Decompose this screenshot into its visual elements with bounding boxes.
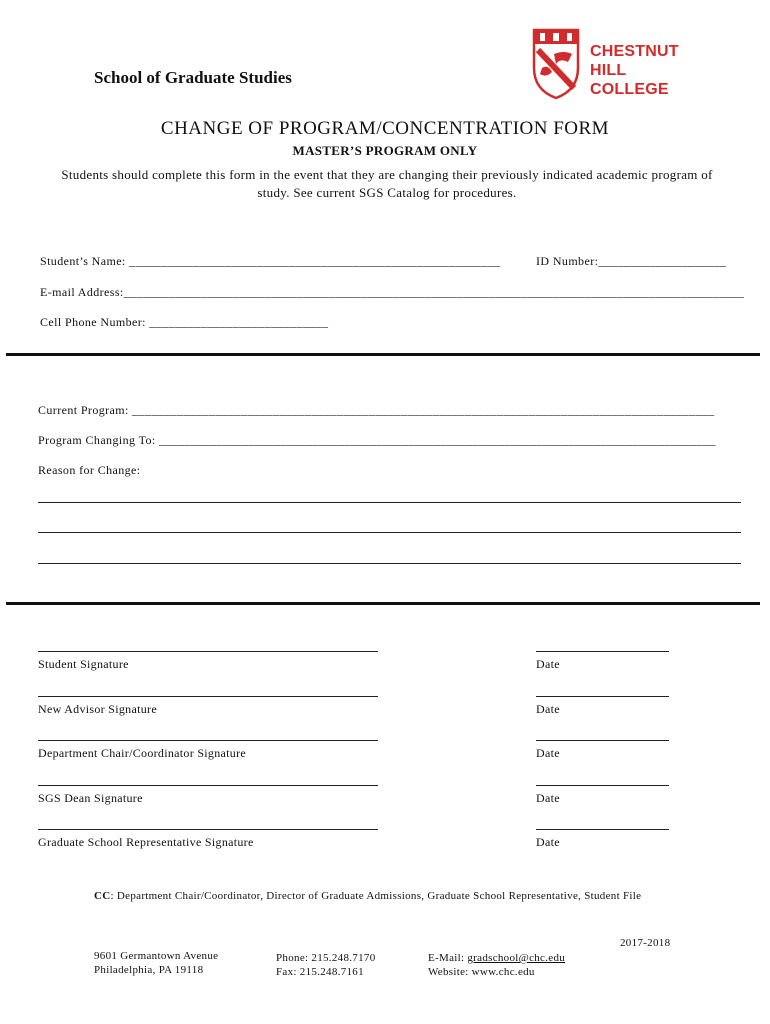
cc-note xyxy=(94,889,641,903)
current-program-field[interactable]: Current Program: ___________________________________________________________________________________________ xyxy=(38,403,715,417)
instructions-line: Students should complete this form in the event that they are changing their previously indicated academic program of xyxy=(61,167,713,182)
signature-line[interactable] xyxy=(38,740,378,741)
cell-phone-field[interactable]: Cell Phone Number: ____________________________ xyxy=(40,315,329,329)
date-label: Date xyxy=(536,791,560,805)
date-line[interactable] xyxy=(536,740,669,741)
signature-label: Department Chair/Coordinator Signature xyxy=(38,746,247,760)
date-line[interactable] xyxy=(536,651,669,652)
address-line: 9601 Germantown Avenue xyxy=(94,950,219,962)
email-field[interactable]: E-mail Address:_________________________________________________________________________________________________ xyxy=(40,285,745,299)
form-year: 2017-2018 xyxy=(620,937,671,949)
logo-line: CHESTNUT xyxy=(590,43,679,60)
reason-line[interactable] xyxy=(38,502,741,503)
fax-number: Fax: 215.248.7161 xyxy=(276,966,364,978)
cc-prefix: CC xyxy=(94,890,111,902)
signature-line[interactable] xyxy=(38,696,378,697)
email-link[interactable]: gradschool@chc.edu xyxy=(467,952,566,964)
reason-label: Reason for Change: xyxy=(38,463,141,477)
reason-line[interactable] xyxy=(38,532,741,533)
phone-number: Phone: 215.248.7170 xyxy=(276,952,376,964)
section-divider xyxy=(6,353,760,356)
program-changing-to-field[interactable]: Program Changing To: _______________________________________________________________________________________ xyxy=(38,433,716,447)
cc-recipients: : Department Chair/Coordinator, Director of Graduate Admissions, Graduate School Representative, Student File xyxy=(110,890,642,902)
footer-phone-fax xyxy=(276,951,376,979)
shield-icon xyxy=(530,28,582,100)
date-line[interactable] xyxy=(536,829,669,830)
date-label: Date xyxy=(536,702,560,716)
date-label: Date xyxy=(536,657,560,671)
date-label: Date xyxy=(536,746,560,760)
id-number-field[interactable]: ID Number:____________________ xyxy=(536,254,727,268)
signature-line[interactable] xyxy=(38,829,378,830)
reason-line[interactable] xyxy=(38,563,741,564)
school-name: School of Graduate Studies xyxy=(94,68,292,87)
logo-line: HILL xyxy=(590,62,627,79)
address-line: Philadelphia, PA 19118 xyxy=(94,964,204,976)
form-subtitle: MASTER’S PROGRAM ONLY xyxy=(292,143,478,158)
signature-line[interactable] xyxy=(38,785,378,786)
footer-address xyxy=(94,949,218,977)
date-line[interactable] xyxy=(536,696,669,697)
email-row xyxy=(428,951,565,965)
signature-line[interactable] xyxy=(38,651,378,652)
date-line[interactable] xyxy=(536,785,669,786)
student-name-field[interactable]: Student’s Name: __________________________________________________________ xyxy=(40,254,501,268)
section-divider xyxy=(6,602,760,605)
signature-label: New Advisor Signature xyxy=(38,702,157,716)
form-instructions xyxy=(32,166,742,202)
signature-label: Student Signature xyxy=(38,657,129,671)
signature-label: Graduate School Representative Signature xyxy=(38,835,254,849)
instructions-line: study. See current SGS Catalog for procedures. xyxy=(257,185,517,200)
website[interactable]: Website: www.chc.edu xyxy=(428,966,535,978)
form-title: CHANGE OF PROGRAM/CONCENTRATION FORM xyxy=(160,118,610,139)
college-logo xyxy=(530,28,680,104)
email-prefix: E-Mail: xyxy=(428,952,468,964)
signature-label: SGS Dean Signature xyxy=(38,791,143,805)
date-label: Date xyxy=(536,835,560,849)
logo-line: COLLEGE xyxy=(590,81,669,98)
footer-contact xyxy=(428,951,565,979)
